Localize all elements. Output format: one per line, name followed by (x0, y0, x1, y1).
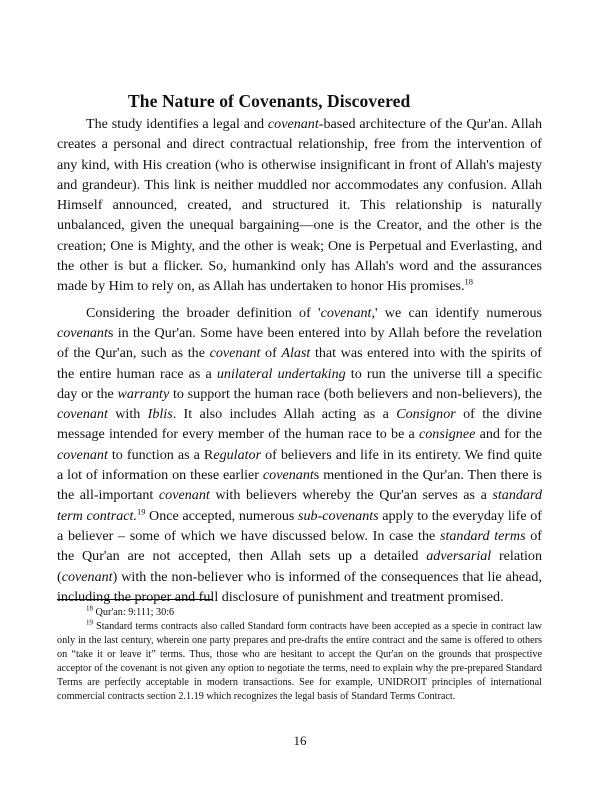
footnote-18: $^{18}$ Qur'an: 9:111; 30:6 (86, 604, 175, 618)
paragraph-1: The study identifies a legal and covenant-based architecture of the Qur'an. Allah creates a personal and direct contractual relationship, free from the intervention of any kind, with His creation (who is otherwise insignificant in front of Allah's majesty and grandeur). This link is neither muddled nor accommodates any confusion. Allah Himself announced, created, and structured it. This relationship is naturally unbalanced, given the unequal bargaining—one is the Creator, and the other is the creation; One is Mighty, and the other is weak; One is Perpetual and Everlasting, and the other is but a flicker. So, humankind only has Allah's word and the assurances made by Him to rely on, as Allah has undertaken to honor His promises.$^{18}$ (57, 116, 542, 295)
paragraph-2: Considering the broader definition of 'covenant,' we can identify numerous covenants in the Qur'an. Some have been entered into by Allah before the revelation of the Qur'an, such as the covenant of Alast that was entered into with the spirits of the entire human race as a unilateral undertaking to run the universe till a specific day or the warranty to support the human race (both believers and non-believers), the covenant with Iblis. It also includes Allah acting as a Consignor of the divine message intended for every member of the human race to be a consignee and for the covenant to function as a Regulator of believers and life in its entirety. We find quite a lot of information on these earlier covenants mentioned in the Qur'an. Then there is the all-important covenant with believers whereby the Qur'an serves as a standard term contract.$^{19}$ Once accepted, numerous sub-covenants apply to the everyday life of a believer – some of which we have discussed below. In case the standard terms of the Qur'an are not accepted, then Allah sets up a detailed adversarial relation (covenant) with the non-believer who is informed of the consequences that lie ahead, including the proper and full disclosure of punishment and treatment promised. (57, 304, 543, 605)
page-number: 16 (293, 733, 307, 748)
footnotes (57, 606, 542, 704)
body-text (57, 114, 542, 613)
section-heading: The Nature of Covenants, Discovered (128, 91, 411, 111)
footnote-ref-18[interactable]: 18 (464, 276, 473, 287)
footnote-ref-19[interactable]: 19 (136, 505, 146, 516)
footnote-divider (57, 599, 213, 600)
footnote-19: $^{19}$ Standard terms contracts also called Standard form contracts have been accepted as a specie in contract law only in the last century, wherein one party prepares and pre-drafts the entire contract and the same is offered to others on “take it or leave it” terms. Thus, those who are hesitant to accept the Qur'an on the grounds that prospective acceptor of the covenant is not given any option to negotiate the terms, need to explain why the pre-prepared Standard Terms are perfectly acceptable in modern transactions. See for example, UNIDROIT principles of international commercial contracts section 2.1.19 which recognizes the legal basis of Standard Terms Contract. (57, 618, 542, 702)
